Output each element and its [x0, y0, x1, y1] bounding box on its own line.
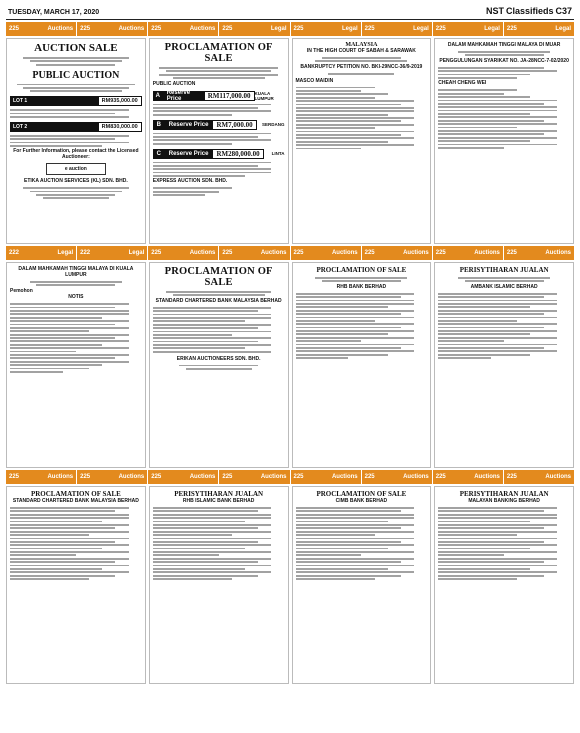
- ad-title: MALAYSIA: [345, 42, 378, 48]
- category-cell: 225 Legal: [433, 22, 503, 36]
- ad-section: PUBLIC AUCTION: [152, 80, 196, 87]
- category-band-row-1: [6, 22, 574, 36]
- auctioneer-name: ERIKAN AUCTIONEERS SDN. BHD.: [176, 355, 261, 362]
- reserve-price-bar-b: B Reserve Price RM7,000.00 SERDANG: [153, 120, 285, 130]
- party-name: Pemohon: [10, 288, 33, 295]
- proclamation-of-sale-ad: [149, 262, 289, 468]
- reserve-price: RM830,000.00: [98, 122, 142, 132]
- category-cell: 225 Auctions: [6, 22, 76, 36]
- court-notice-ad: [292, 38, 432, 244]
- category-cell: 225 Legal: [362, 22, 432, 36]
- auction-sale-ad: [6, 38, 146, 244]
- plaintiff-bank: STANDARD CHARTERED BANK MALAYSIA BERHAD: [12, 498, 139, 504]
- ad-title: PERISYTIHARAN JUALAN: [459, 266, 549, 274]
- ads-row-3: [6, 486, 574, 684]
- category-band-row-2: 222 Legal 222 Legal 225 Auctions 225 Auctions 225 Auctions 225 Auctions 225 Auctions 225 Auctions: [6, 246, 574, 260]
- category-cell: 225 Legal: [291, 22, 361, 36]
- perisytiharan-jualan-ad: [149, 486, 289, 684]
- auctioneer-name: ETIKA AUCTION SERVICES (KL) SDN. BHD.: [24, 178, 128, 185]
- proclamation-of-sale-ad: [292, 486, 432, 684]
- proclamation-of-sale-ad: [292, 262, 432, 468]
- category-cell: 225 Auctions: [77, 22, 147, 36]
- plaintiff-bank: AMBANK ISLAMIC BERHAD: [470, 283, 538, 290]
- ad-title: AUCTION SALE: [34, 42, 118, 54]
- court-name: IN THE HIGH COURT OF SABAH & SARAWAK: [306, 48, 416, 54]
- header-rule: [6, 19, 574, 20]
- page-brand: NST Classifieds C37: [486, 6, 572, 16]
- party-name: CHEAH CHENG WEI: [438, 80, 487, 87]
- plaintiff-bank: CIMB BANK BERHAD: [335, 498, 388, 504]
- reserve-price-bar-c: C Reserve Price RM280,000.00 LINTA: [153, 149, 285, 159]
- ad-title: PROCLAMATION OF SALE: [164, 266, 273, 288]
- page-date: TUESDAY, MARCH 17, 2020: [8, 9, 100, 16]
- auctioneer-name: EXPRESS AUCTION SDN. BHD.: [152, 178, 228, 185]
- perisytiharan-jualan-ad: [434, 262, 574, 468]
- petition-number: PENGGULUNGAN SYARIKAT NO. JA-28NCC-7-02/2020: [439, 57, 569, 64]
- reserve-price: RM935,000.00: [98, 96, 142, 106]
- page-header: [6, 4, 574, 16]
- ad-subtitle: PUBLIC AUCTION: [32, 69, 120, 81]
- reserve-price-bar-a: A Reserve Price RM117,000.00 KUALA LUMPUR: [153, 91, 285, 101]
- plaintiff-bank: STANDARD CHARTERED BANK MALAYSIA BERHAD: [155, 297, 282, 304]
- ad-subtitle: NOTIS: [68, 294, 84, 301]
- ad-title: PERISYTIHARAN JUALAN: [174, 490, 264, 498]
- party-name: MASCO MAIDIN: [295, 77, 334, 84]
- plaintiff-bank: RHB ISLAMIC BANK BERHAD: [182, 498, 255, 504]
- ad-title: PROCLAMATION OF SALE: [316, 490, 407, 498]
- ad-title: PROCLAMATION OF SALE: [164, 42, 273, 64]
- category-cell: 225 Legal: [504, 22, 574, 36]
- category-cell: 225 Legal: [219, 22, 289, 36]
- perisytiharan-jualan-ad: [434, 486, 574, 684]
- plaintiff-bank: RHB BANK BERHAD: [336, 283, 387, 290]
- plaintiff-bank: MALAYAN BANKING BERHAD: [468, 498, 540, 504]
- proclamation-of-sale-ad: [6, 486, 146, 684]
- ad-title: PERISYTIHARAN JUALAN: [459, 490, 549, 498]
- court-notice-malay-ad: [434, 38, 574, 244]
- category-cell: 225 Auctions: [148, 22, 218, 36]
- lot-2-bar: LOT 2 RM830,000.00: [10, 122, 142, 132]
- proclamation-of-sale-ad: [149, 38, 289, 244]
- contact-note: For Further Information, please contact the Licensed Auctioneer:: [13, 148, 139, 161]
- ad-title: DALAM MAHKAMAH TINGGI MALAYA DI MUAR: [447, 42, 561, 48]
- ads-row-2: [6, 262, 574, 468]
- ad-title: PROCLAMATION OF SALE: [30, 490, 121, 498]
- auctioneer-logo-icon: e auction: [46, 163, 106, 175]
- legal-notice-ad: [6, 262, 146, 468]
- ads-row-1: [6, 38, 574, 244]
- ad-title: DALAM MAHKAMAH TINGGI MALAYA DI KUALA LUMPUR: [18, 266, 134, 278]
- ad-title: PROCLAMATION OF SALE: [316, 266, 407, 274]
- petition-number: BANKRUPTCY PETITION NO. BKI-29NCC-36/9-2019: [300, 63, 423, 70]
- category-band-row-3: 225 Auctions 225 Auctions 225 Auctions 225 Auctions 225 Auctions 225 Auctions 225 Auctions 225 Auctions: [6, 470, 574, 484]
- lot-1-bar: LOT 1 RM935,000.00: [10, 96, 142, 106]
